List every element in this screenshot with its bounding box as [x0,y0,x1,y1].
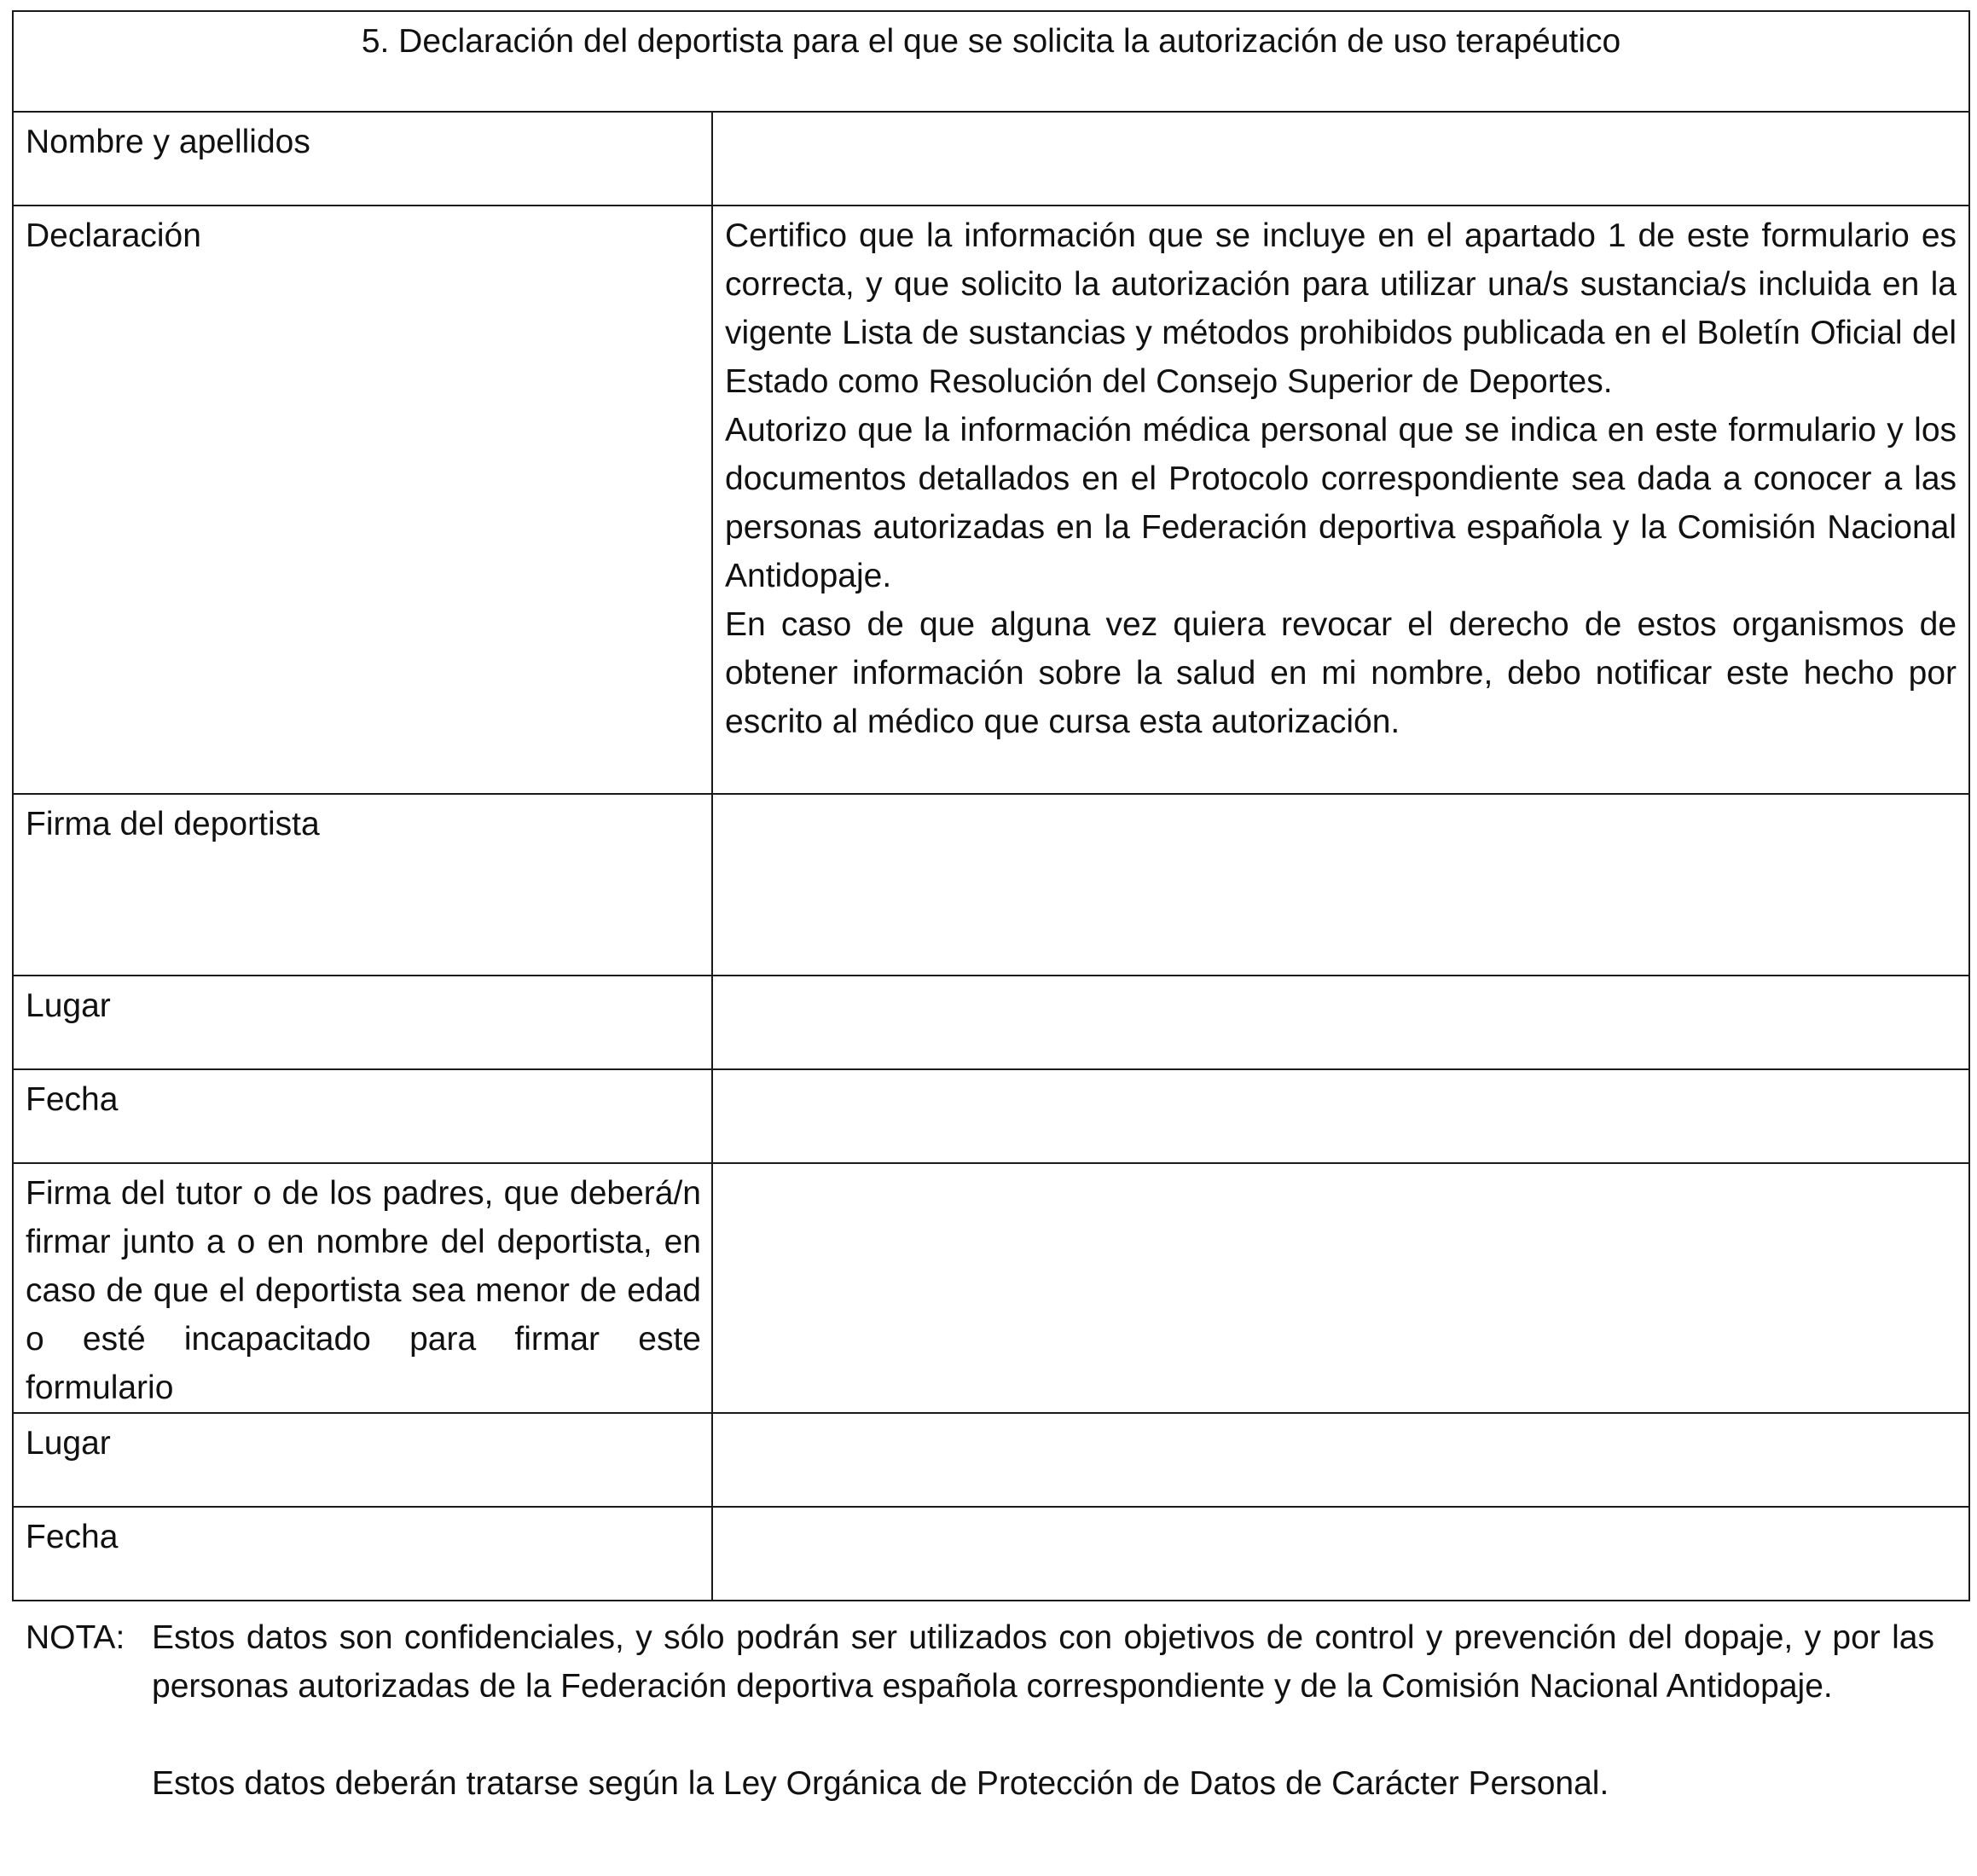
declaracion-paragraph-1: Certifico que la información que se incluye en el apartado 1 de este formulario es correcta, y que solicito la autorización para utilizar una/s sustancia/s incluida en la vigente Lista de sustancias y métodos prohibidos publicada en el Boletín Oficial del Estado como Resolución del Consejo Superior de Deportes. [725,217,1957,400]
lugar-label: Lugar [13,976,712,1069]
note-legal-text: Estos datos deberán tratarse según la Ley Orgánica de Protección de Datos de Carácter Personal. [152,1765,1609,1802]
fecha-tutor-row [13,1507,1969,1601]
firma-deportista-field[interactable] [712,794,1969,976]
firma-deportista-row [13,794,1969,976]
fecha-row [13,1069,1969,1163]
lugar-tutor-label: Lugar [13,1413,712,1507]
fecha-label: Fecha [13,1069,712,1163]
firma-tutor-field[interactable] [712,1163,1969,1413]
fecha-tutor-label: Fecha [13,1507,712,1601]
note-label: NOTA: [26,1619,125,1656]
nombre-field[interactable] [712,112,1969,206]
declaracion-row [13,206,1969,794]
title-row [13,11,1969,112]
note-text: Estos datos son confidenciales, y sólo podrán ser utilizados con objetivos de control y prevención del dopaje, y por las personas autorizadas de la Federación deportiva española correspondiente y de la Comisión Nacional Antidopaje. [152,1619,1934,1705]
note-row [26,1613,1953,1711]
declaracion-paragraph-2: Autorizo que la información médica personal que se indica en este formulario y los documentos detallados en el Protocolo correspondiente sea dada a conocer a las personas autorizadas en la Federación deportiva española y la Comisión Nacional Antidopaje. [725,412,1957,594]
form-section-title: 5. Declaración del deportista para el que se solicita la autorización de uso terapéutico [13,11,1969,112]
note-block [26,1613,1953,1808]
declaracion-paragraph-3: En caso de que alguna vez quiera revocar el derecho de estos organismos de obtener información sobre la salud en mi nombre, debo notificar este hecho por escrito al médico que cursa esta autorización. [725,606,1957,740]
declaracion-text [712,206,1969,794]
fecha-tutor-field[interactable] [712,1507,1969,1601]
firma-tutor-label [13,1163,712,1413]
declaration-form-table [12,10,1970,1601]
lugar-field[interactable] [712,976,1969,1069]
nombre-label: Nombre y apellidos [13,112,712,206]
lugar-row [13,976,1969,1069]
firma-deportista-label: Firma del deportista [13,794,712,976]
lugar-tutor-row [13,1413,1969,1507]
firma-tutor-row [13,1163,1969,1413]
nombre-row [13,112,1969,206]
firma-tutor-label-text: Firma del tutor o de los padres, que deberá/n firmar junto a o en nombre del deportista, en caso de que el deportista sea menor de edad o esté incapacitado para firmar este formulario [26,1175,701,1406]
lugar-tutor-field[interactable] [712,1413,1969,1507]
fecha-field[interactable] [712,1069,1969,1163]
declaracion-label: Declaración [13,206,712,794]
